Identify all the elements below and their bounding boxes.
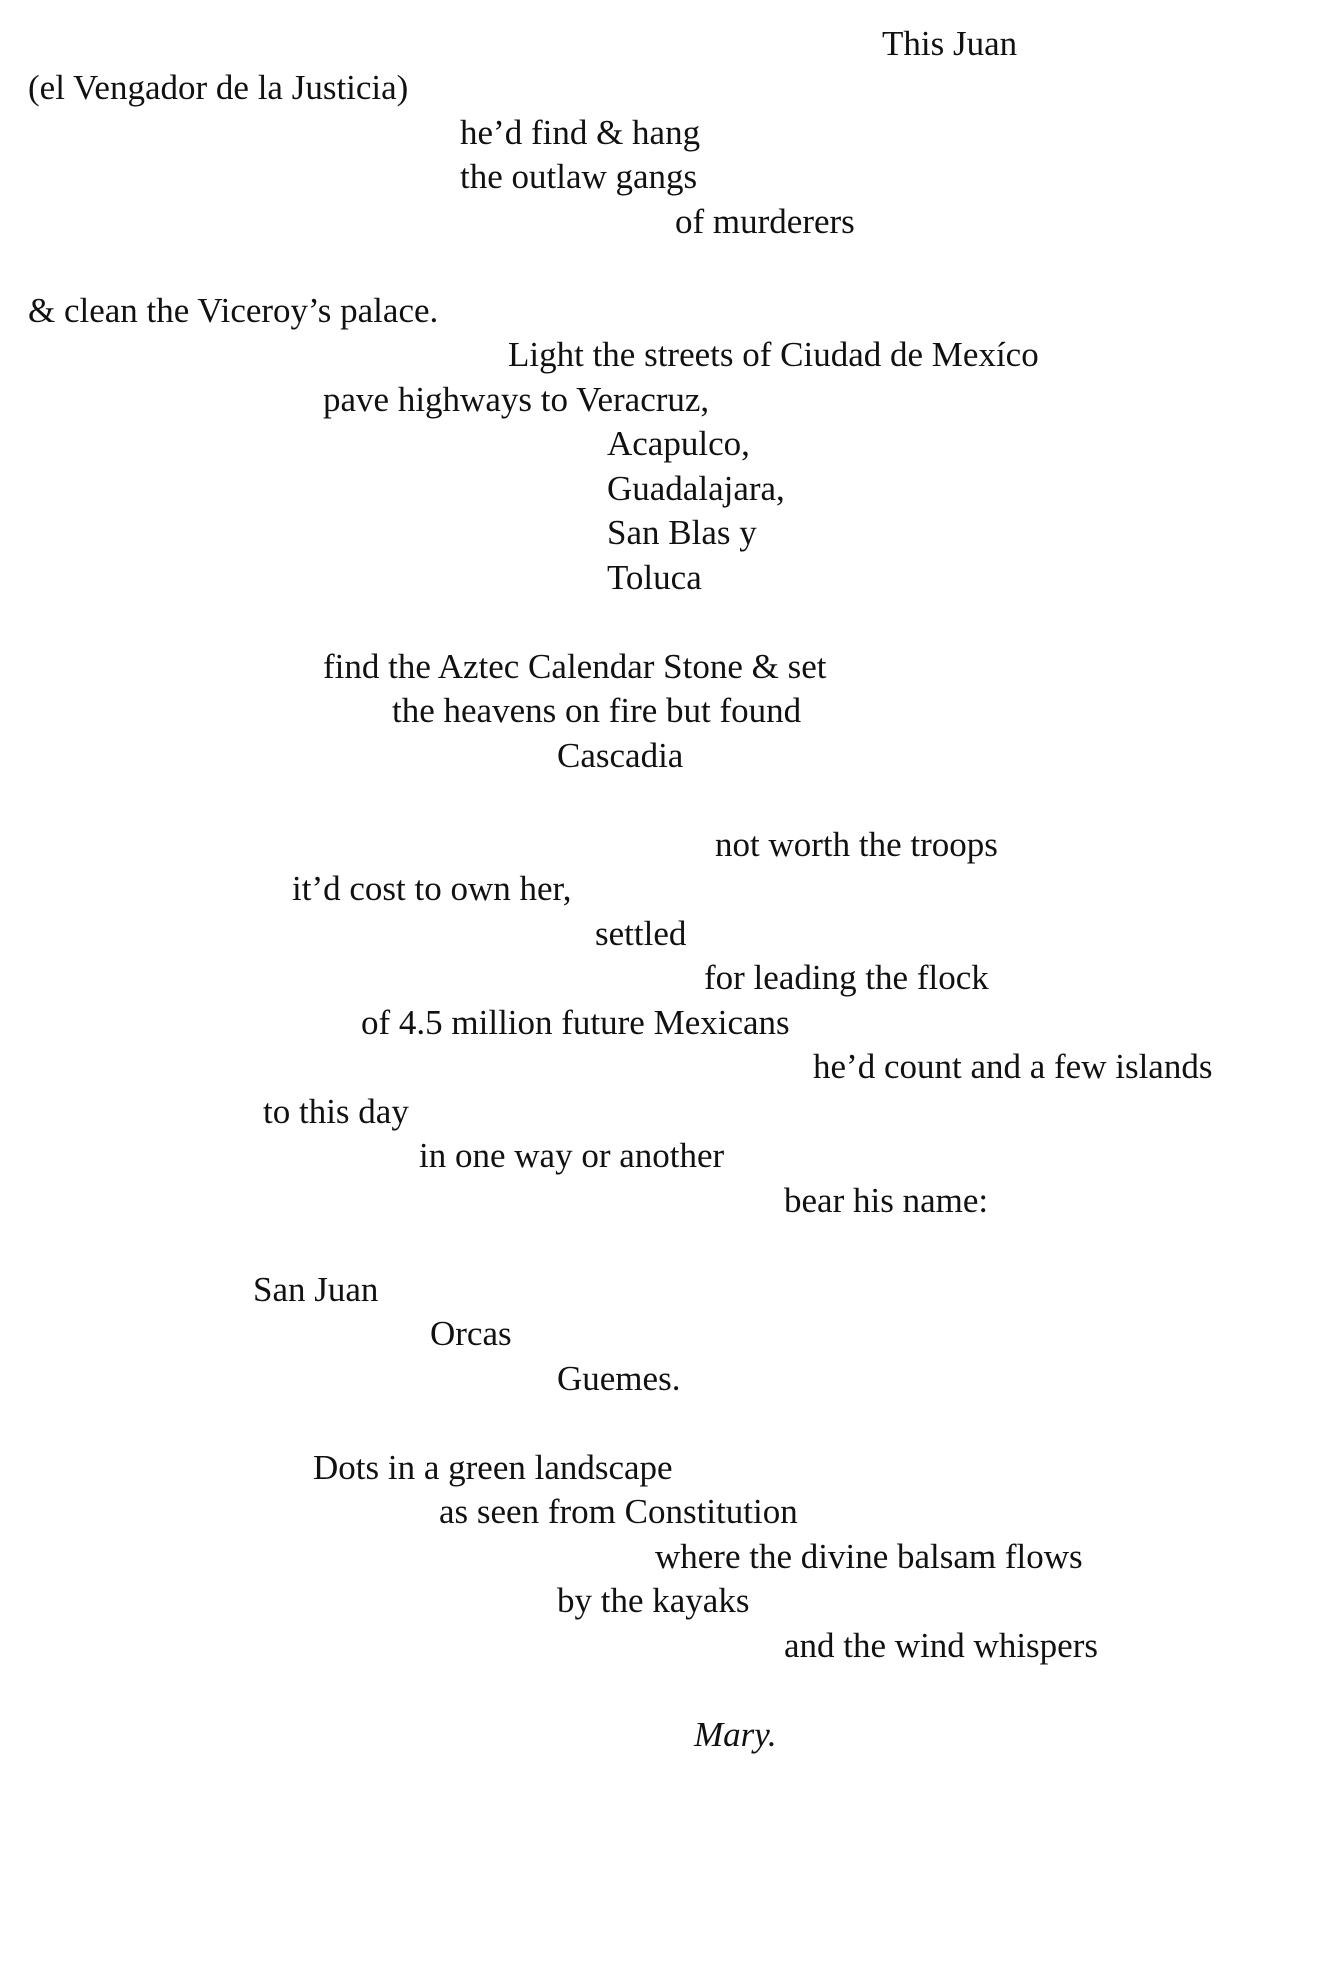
poem-line: it’d cost to own her, — [292, 869, 572, 908]
poem-line: for leading the flock — [704, 958, 989, 997]
poem-line: San Blas y — [607, 513, 757, 552]
poem-line: Dots in a green landscape — [313, 1448, 673, 1487]
poem-line: he’d count and a few islands — [813, 1047, 1213, 1086]
poem-line: (el Vengador de la Justicia) — [28, 68, 409, 107]
poem-line: as seen from Constitution — [439, 1492, 798, 1531]
poem-line: Cascadia — [557, 736, 684, 775]
poem-line: find the Aztec Calendar Stone & set — [323, 647, 827, 686]
poem-line: he’d find & hang — [460, 113, 701, 152]
poem-line: This Juan — [882, 24, 1018, 63]
signature: Mary. — [694, 1715, 777, 1754]
poem-line: the heavens on fire but found — [392, 691, 802, 730]
poem-line: Acapulco, — [607, 424, 750, 463]
poem-line: Light the streets of Ciudad de Mexíco — [508, 335, 1039, 374]
poem-line: of 4.5 million future Mexicans — [361, 1003, 790, 1042]
poem-line: bear his name: — [784, 1181, 989, 1220]
poem-line: not worth the troops — [715, 825, 998, 864]
poem-line: Guadalajara, — [607, 469, 785, 508]
poem-line: & clean the Viceroy’s palace. — [28, 291, 439, 330]
poem-line: in one way or another — [419, 1136, 725, 1175]
poem-line: of murderers — [675, 202, 855, 241]
poem-line: settled — [595, 914, 687, 953]
poem-line: and the wind whispers — [784, 1626, 1098, 1665]
poem-line: San Juan — [253, 1270, 379, 1309]
poem-line: pave highways to Veracruz, — [323, 380, 710, 419]
poem-line: Guemes. — [557, 1359, 681, 1398]
poem-line: the outlaw gangs — [460, 157, 698, 196]
poem-line: by the kayaks — [557, 1581, 750, 1620]
poem-line: Orcas — [430, 1314, 512, 1353]
poem-line: to this day — [263, 1092, 409, 1131]
poem-line: Toluca — [607, 558, 702, 597]
poem-line: where the divine balsam flows — [655, 1537, 1083, 1576]
